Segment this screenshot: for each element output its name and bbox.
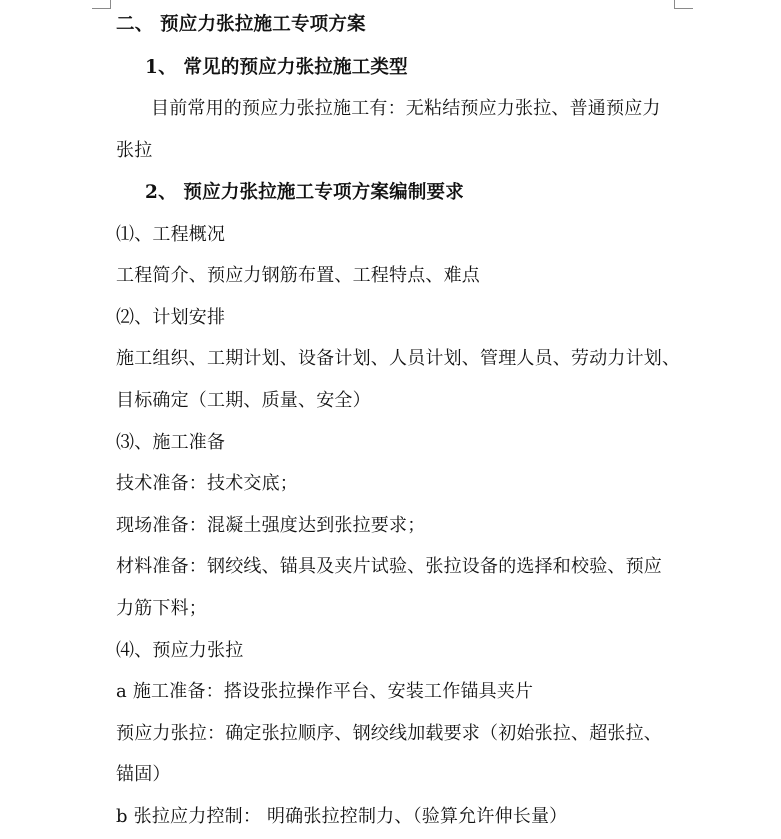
paragraph-line: a 施工准备：搭设张拉操作平台、安装工作锚具夹片 [116, 681, 534, 702]
paragraph-line: 材料准备：钢绞线、锚具及夹片试验、张拉设备的选择和校验、预应 [116, 556, 662, 577]
item-heading: ⑷、预应力张拉 [116, 640, 244, 661]
subsection-heading-1: 1、 常见的预应力张拉施工类型 [145, 57, 408, 78]
item-heading: ⑵、计划安排 [116, 307, 226, 328]
page-corner-mark-left [92, 0, 111, 9]
paragraph-line: 现场准备：混凝土强度达到张拉要求； [116, 515, 426, 536]
paragraph-line: 张拉 [116, 140, 153, 161]
paragraph-line: 目标确定（工期、质量、安全） [116, 390, 371, 411]
item-heading: ⑶、施工准备 [116, 432, 226, 453]
paragraph-line: 技术准备：技术交底； [116, 473, 298, 494]
paragraph-line: b 张拉应力控制： 明确张拉控制力、（验算允许伸长量） [116, 806, 568, 827]
paragraph-line: 力筋下料； [116, 598, 207, 619]
page-corner-mark-right [674, 0, 693, 9]
paragraph-line: 施工组织、工期计划、设备计划、人员计划、管理人员、劳动力计划、 [116, 348, 681, 369]
section-heading: 二、 预应力张拉施工专项方案 [116, 14, 366, 35]
item-heading: ⑴、工程概况 [116, 224, 226, 245]
paragraph-line: 目前常用的预应力张拉施工有：无粘结预应力张拉、普通预应力 [151, 98, 661, 119]
paragraph-line: 锚固） [116, 764, 171, 785]
paragraph-line: 预应力张拉：确定张拉顺序、钢绞线加载要求（初始张拉、超张拉、 [116, 723, 662, 744]
paragraph-line: 工程简介、预应力钢筋布置、工程特点、难点 [116, 265, 480, 286]
subsection-heading-2: 2、 预应力张拉施工专项方案编制要求 [145, 182, 464, 203]
